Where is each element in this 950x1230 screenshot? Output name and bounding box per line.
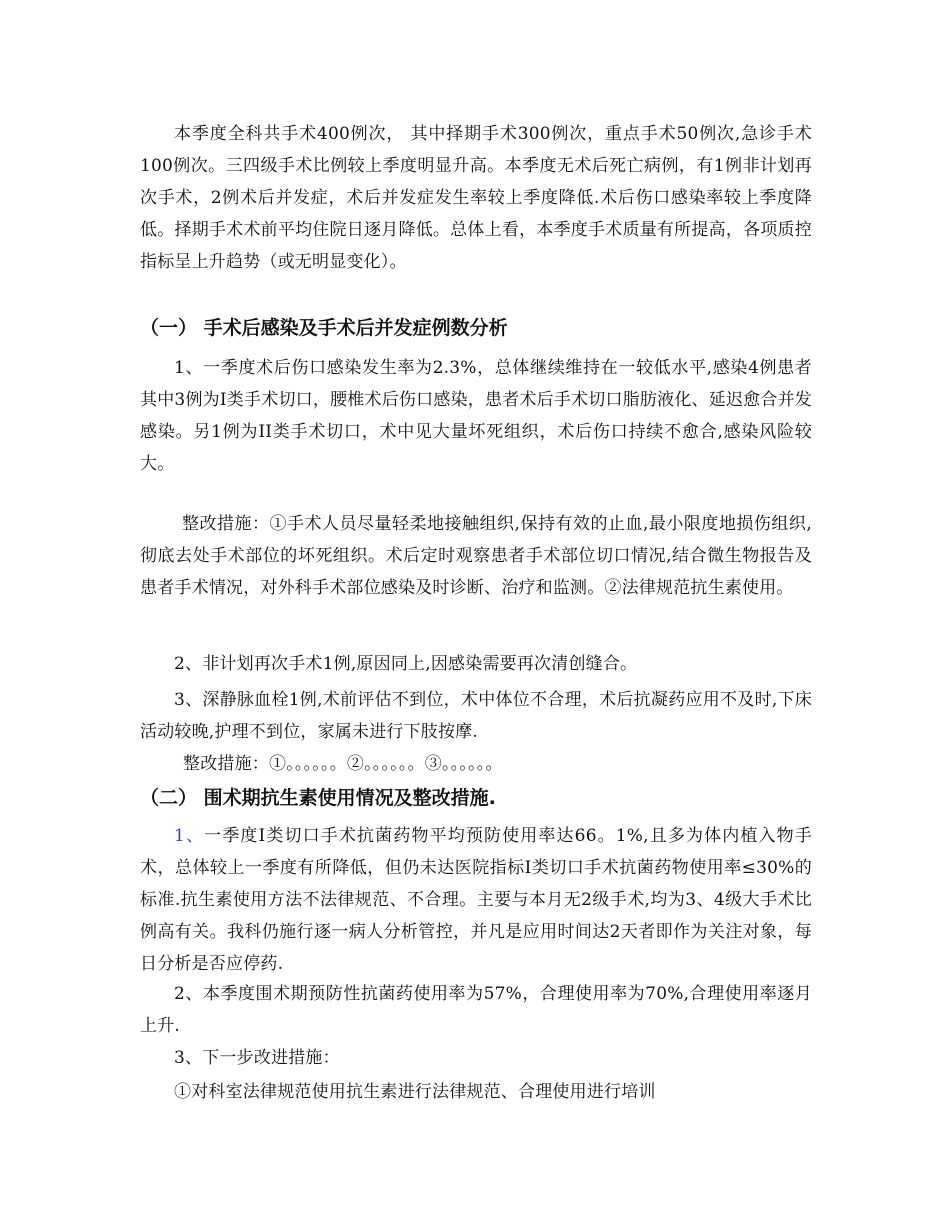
section-1-heading: （一） 手术后感染及手术后并发症例数分析 [140,317,508,339]
section-1-paragraph-5: 整改措施：①。。。。。。②。。。。。。③。。。。。。 [183,754,503,774]
section-1-paragraph-2: 整改措施：①手术人员尽量轻柔地接触组织,保持有效的止血,最小限度地损伤组织,彻底去处手术部位的坏死组织。术后定时观察患者手术部位切口情况,结合微生物报告及患者手术情况，对外科手术部位感染及时诊断、治疗和监测。②法律规范抗生素使用。 [140,514,812,598]
section-1-paragraph-3: 2、非计划再次手术1例,原因同上,因感染需要再次清创缝合。 [174,654,638,674]
section-2-paragraph-1 [140,820,812,980]
section-1-paragraph-4: 3、深静脉血栓1例,术前评估不到位，术中体位不合理，术后抗凝药应用不及时,下床活动较晚,护理不到位，家属未进行下肢按摩. [140,690,812,742]
section-2-heading: （二） 围术期抗生素使用情况及整改措施. [140,787,496,809]
section-2-paragraph-1-number: 1、 [174,826,205,846]
section-2-paragraph-3: 3、下一步改进措施： [174,1048,340,1068]
section-2-paragraph-4: ①对科室法律规范使用抗生素进行法律规范、合理使用进行培训 [174,1082,656,1102]
intro-paragraph: 本季度全科共手术400例次， 其中择期手术300例次，重点手术50例次,急诊手术100例次。三四级手术比例较上季度明显升高。本季度无术后死亡病例，有1例非计划再次手术，2例术后并发症，术后并发症发生率较上季度降低.术后伤口感染率较上季度降低。择期手术术前平均住院日逐月降低。总体上看，本季度手术质量有所提高，各项质控指标呈上升趋势（或无明显变化）。 [140,124,812,272]
section-1-paragraph-1: 1、一季度术后伤口感染发生率为2.3%，总体继续维持在一较低水平,感染4例患者其中3例为Ⅰ类手术切口，腰椎术后伤口感染，患者术后手术切口脂肪液化、延迟愈合并发感染。另1例为II类手术切口，术中见大量坏死组织，术后伤口持续不愈合,感染风险较大。 [140,358,812,474]
section-2-paragraph-2: 2、本季度围术期预防性抗菌药使用率为57%，合理使用率为70%,合理使用率逐月上升. [140,984,812,1036]
section-2-paragraph-1-text: 一季度I类切口手术抗菌药物平均预防使用率达66。1%,且多为体内植入物手术，总体较上一季度有所降低，但仍未达医院指标Ⅰ类切口手术抗菌药物使用率≤30%的标准.抗生素使用方法不法律规范、不合理。主要与本月无2级手术,均为3、4级大手术比例高有关。我科仍施行逐一病人分析管控，并凡是应用时间达2天者即作为关注对象，每日分析是否应停药. [140,826,812,974]
